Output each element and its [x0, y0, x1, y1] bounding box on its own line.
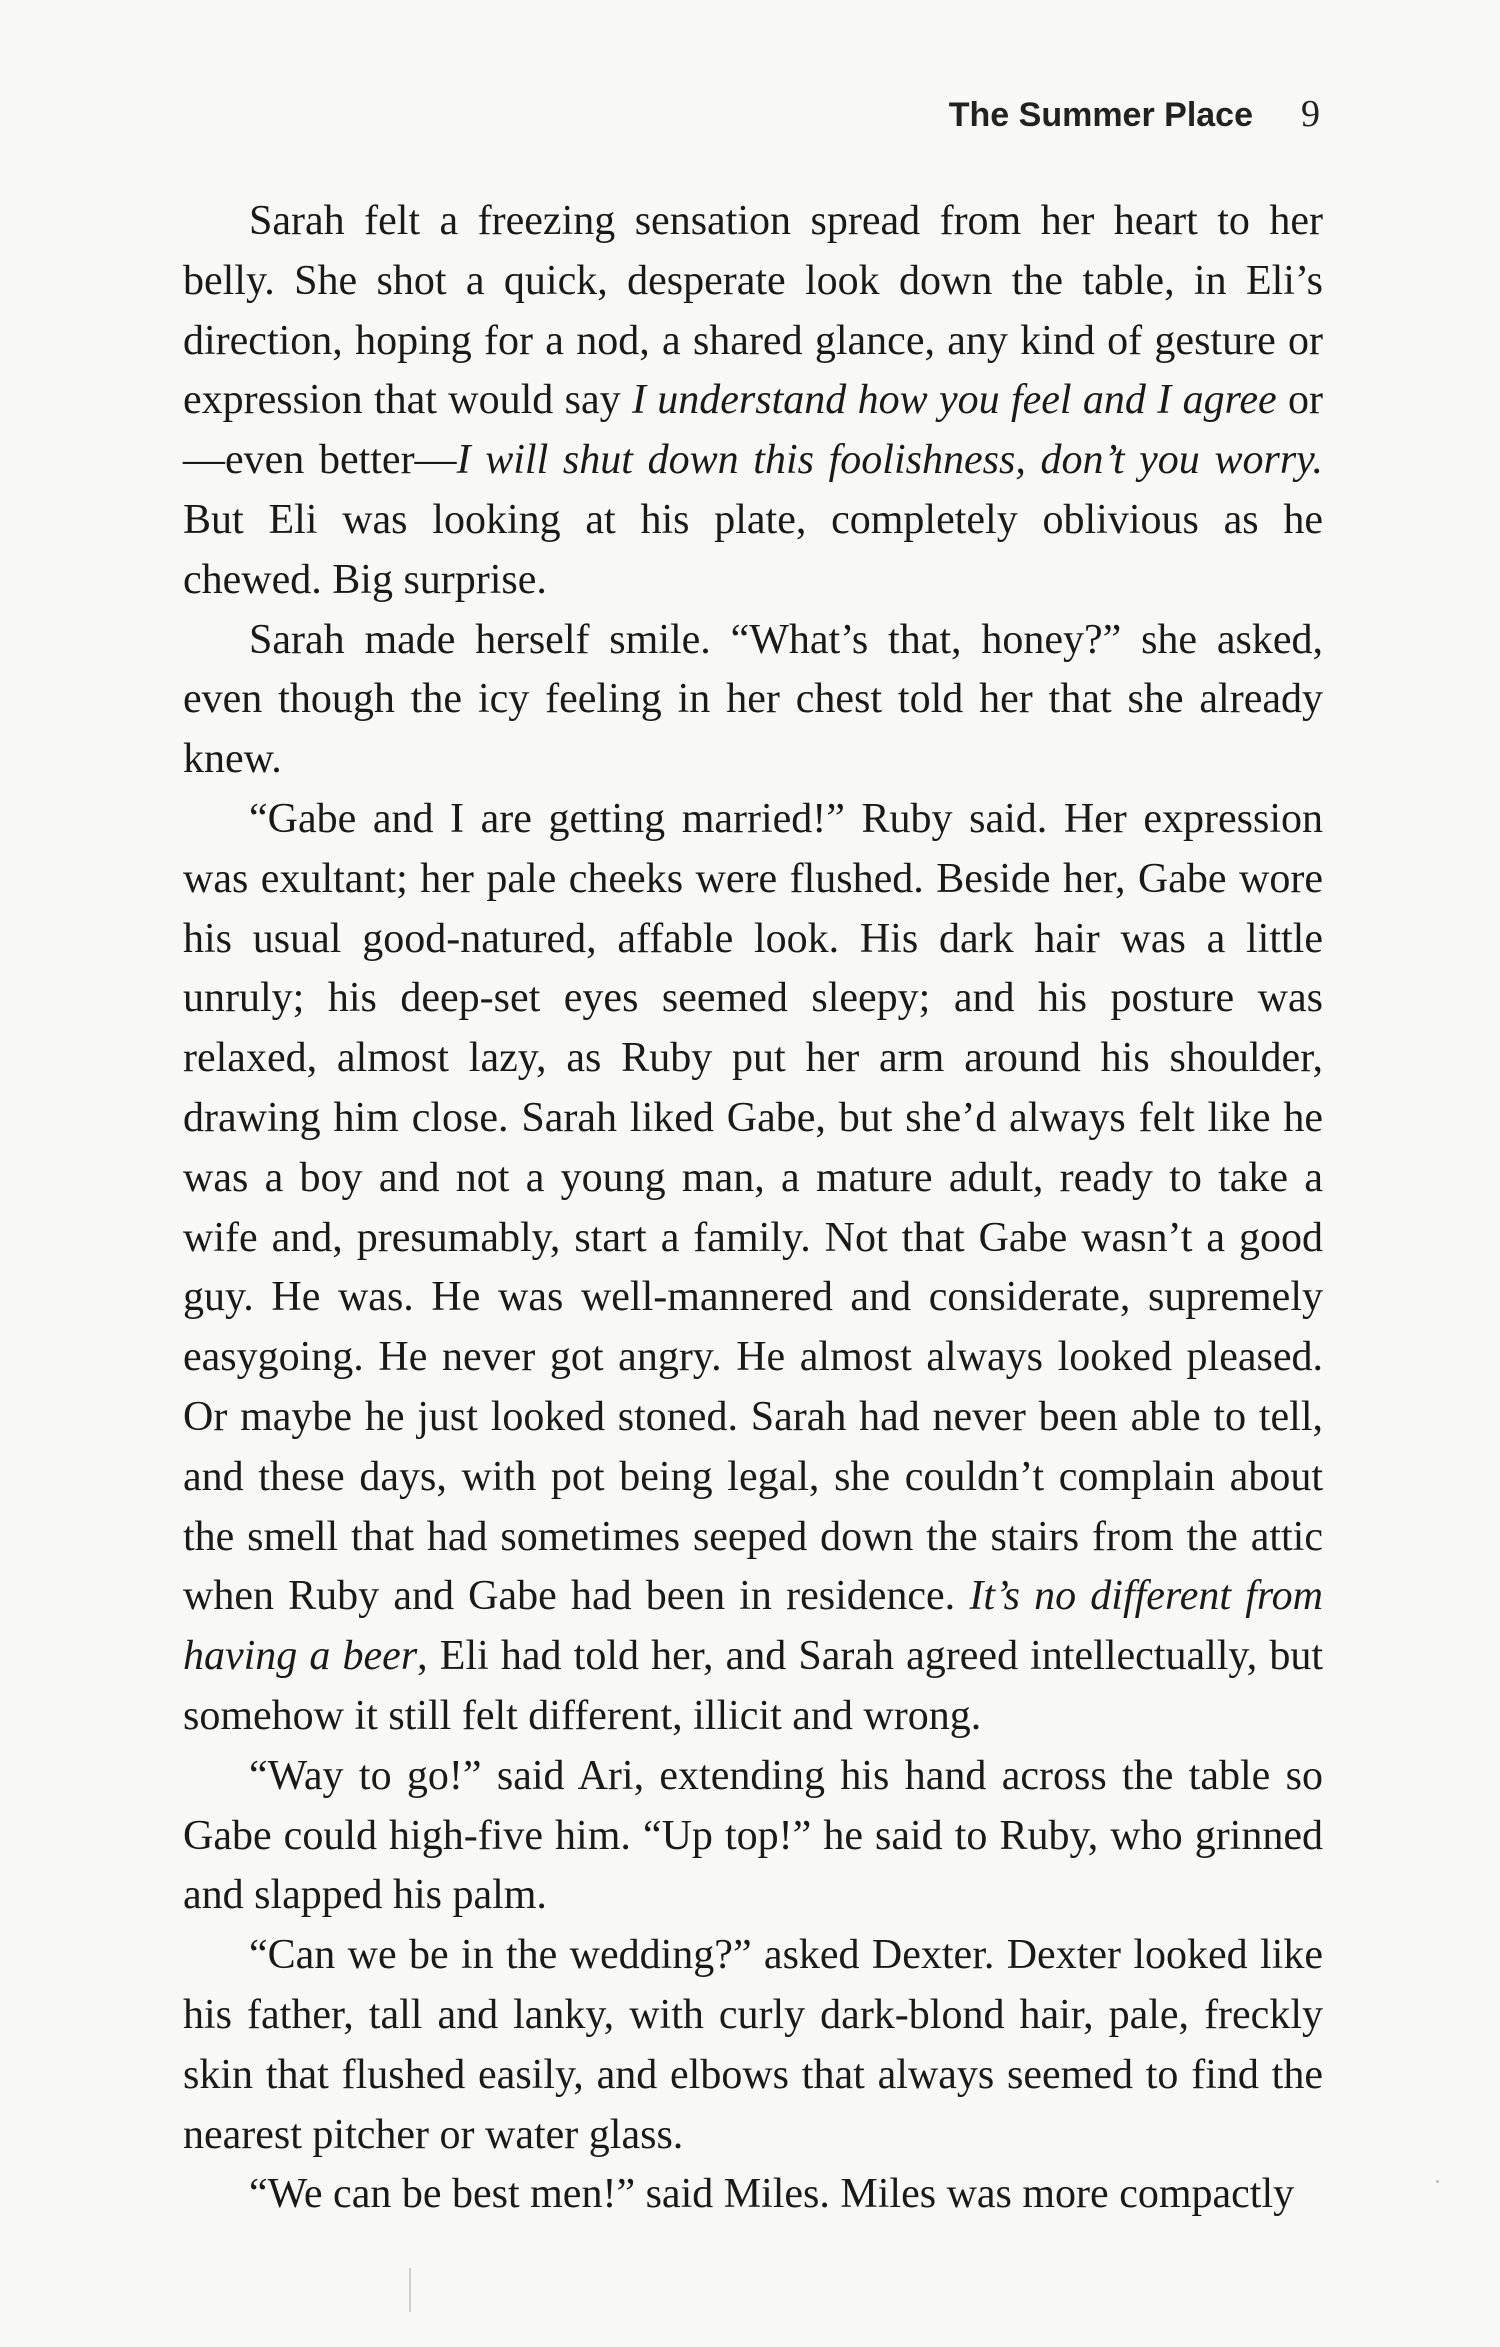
paragraph	[183, 192, 1323, 611]
text-run: “We can be best men!” said Miles. Miles was more compactly	[249, 2171, 1295, 2218]
text-run: , Eli had told her, and Sarah agreed intellectually, but somehow it still felt different, illicit and wrong.	[183, 1633, 1323, 1739]
paragraph	[183, 790, 1323, 1747]
text-run: Sarah made herself smile. “What’s that, honey?” she asked, even though the icy feeling in her chest told her that she already knew.	[183, 616, 1323, 783]
text-run: Sarah felt a freezing sensation spread from her heart to her belly. She shot a quick, desperate look down the table, in Eli’s direction, hoping for a nod, a shared glance, any kind of gesture or expression that would say	[183, 198, 1323, 424]
paragraph	[183, 1926, 1323, 2165]
scan-mark	[409, 2268, 411, 2312]
paragraph	[183, 1747, 1323, 1926]
running-header	[949, 92, 1320, 136]
running-title: The Summer Place	[948, 96, 1253, 134]
paragraph	[183, 2165, 1323, 2225]
text-run: or—even better—	[183, 377, 1323, 484]
paragraph	[183, 611, 1323, 790]
italic-text: I understand how you feel and I agree	[631, 377, 1277, 424]
text-run: But Eli was looking at his plate, completely oblivious as he chewed. Big surprise.	[183, 496, 1323, 603]
text-run: “Can we be in the wedding?” asked Dexter. Dexter looked like his father, tall and lanky, with curly dark-blond hair, pale, freckly skin that flushed easily, and elbows that always seemed to find the nearest pitcher or water glass.	[183, 1932, 1323, 2158]
scan-speck	[1436, 2180, 1439, 2183]
page-number: 9	[1301, 93, 1320, 135]
italic-text: I will shut down this foolishness, don’t you worry.	[456, 437, 1323, 484]
text-run: “Way to go!” said Ari, extending his hand across the table so Gabe could high-five him. “Up top!” he said to Ruby, who grinned and slapped his palm.	[183, 1752, 1323, 1919]
text-run: “Gabe and I are getting married!” Ruby said. Her expression was exultant; her pale cheeks were flushed. Beside her, Gabe wore his usual good-natured, affable look. His dark hair was a little unruly; his deep-set eyes seemed sleepy; and his posture was relaxed, almost lazy, as Ruby put her arm around his shoulder, drawing him close. Sarah liked Gabe, but she’d always felt like he was a boy and not a young man, a mature adult, ready to take a wife and, presumably, start a family. Not that Gabe wasn’t a good guy. He was. He was well-mannered and considerate, supremely easygoing. He never got angry. He almost always looked pleased. Or maybe he just looked stoned. Sarah had never been able to tell, and these days, with pot being legal, she couldn’t complain about the smell that had sometimes seeped down the stairs from the attic when Ruby and Gabe had been in residence.	[183, 795, 1323, 1620]
body-text	[183, 192, 1323, 2225]
italic-text: It’s no different from having a beer	[183, 1573, 1324, 1680]
